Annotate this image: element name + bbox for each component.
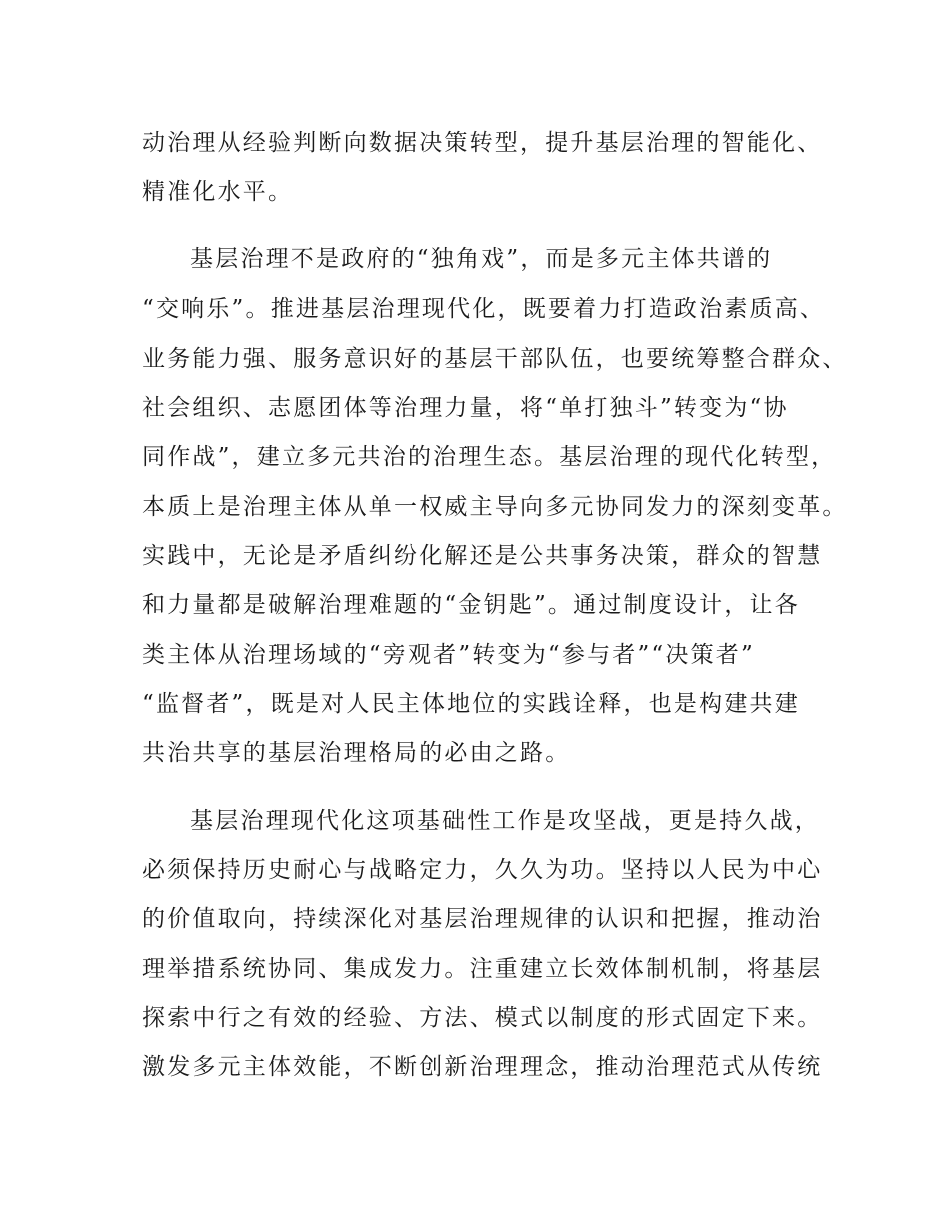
paragraph-3-line-4: 理举措系统协同、集成发力。注重建立长效体制机制，将基层 xyxy=(142,956,823,982)
paragraph-2-line-11: 共治共享的基层治理格局的必由之路。 xyxy=(142,740,571,766)
paragraph-2-line-10: “监督者”，既是对人民主体地位的实践诠释，也是构建共建 xyxy=(142,691,800,717)
paragraph-2-line-8: 和力量都是破解治理难题的“金钥匙”。通过制度设计，让各 xyxy=(142,592,800,618)
paragraph-2-line-4: 社会组织、志愿团体等治理力量，将“单打独斗”转变为“协 xyxy=(142,395,789,421)
paragraph-2-line-3: 业务能力强、服务意识好的基层干部队伍，也要统筹整合群众、 xyxy=(142,346,848,372)
paragraph-2-line-7: 实践中，无论是矛盾纠纷化解还是公共事务决策，群众的智慧 xyxy=(142,543,823,569)
paragraph-2-line-2: “交响乐”。推进基层治理现代化，既要着力打造政治素质高、 xyxy=(142,296,826,322)
paragraph-1-line-2: 精准化水平。 xyxy=(142,179,294,205)
paragraph-2-line-5: 同作战”，建立多元共治的治理生态。基层治理的现代化转型， xyxy=(142,444,837,470)
paragraph-3-line-1: 基层治理现代化这项基础性工作是攻坚战，更是持久战， xyxy=(190,808,820,834)
paragraph-3-line-2: 必须保持历史耐心与战略定力，久久为功。坚持以人民为中心 xyxy=(142,857,823,883)
paragraph-2-line-9: 类主体从治理场域的“旁观者”转变为“参与者”“决策者” xyxy=(142,642,755,668)
paragraph-3-line-3: 的价值取向，持续深化对基层治理规律的认识和把握，推动治 xyxy=(142,906,823,932)
paragraph-2-line-1: 基层治理不是政府的“独角戏”，而是多元主体共谱的 xyxy=(190,246,773,272)
paragraph-1-line-1: 动治理从经验判断向数据决策转型，提升基层治理的智能化、 xyxy=(142,130,823,156)
paragraph-3-line-5: 探索中行之有效的经验、方法、模式以制度的形式固定下来。 xyxy=(142,1005,823,1031)
paragraph-3-line-6: 激发多元主体效能，不断创新治理理念，推动治理范式从传统 xyxy=(142,1054,823,1080)
paragraph-2-line-6: 本质上是治理主体从单一权威主导向多元协同发力的深刻变革。 xyxy=(142,494,848,520)
